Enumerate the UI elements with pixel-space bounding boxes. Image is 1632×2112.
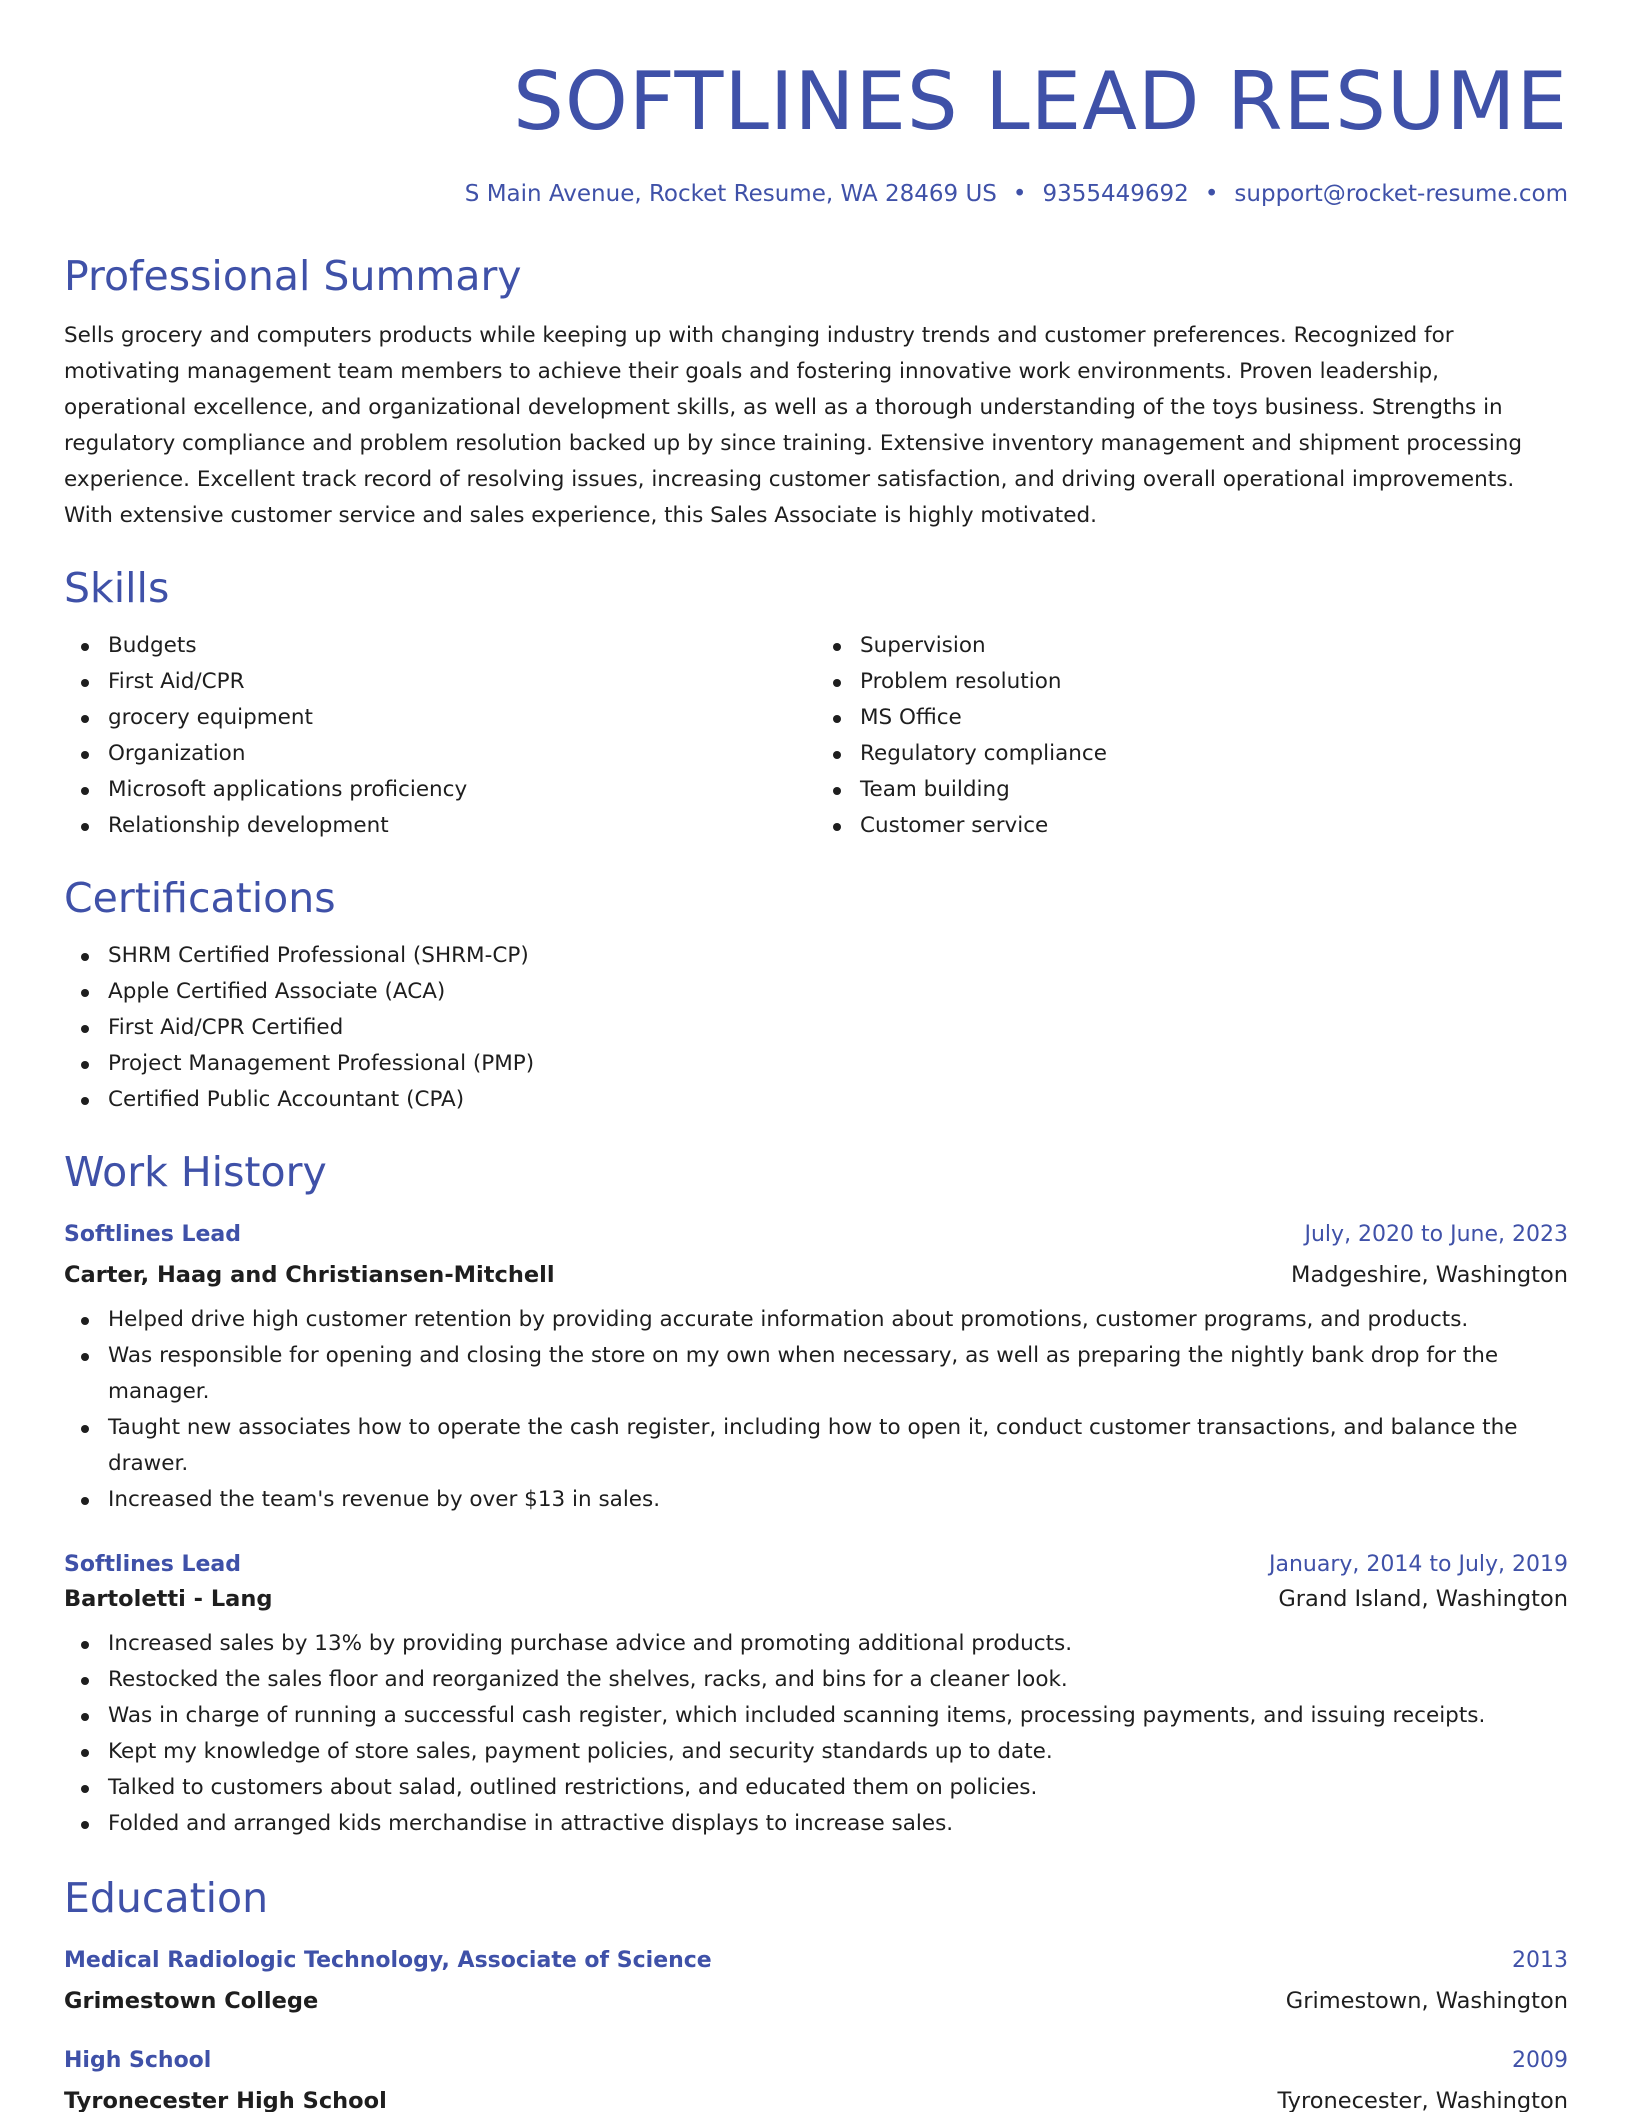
certification-item: Apple Certified Associate (ACA) — [64, 974, 1568, 1010]
skill-item: Customer service — [816, 808, 1568, 844]
skill-item: Organization — [64, 736, 816, 772]
certifications-heading: Certifications — [64, 874, 336, 922]
job-bullets — [64, 1626, 1568, 1842]
certification-item: Certified Public Accountant (CPA) — [64, 1082, 1568, 1118]
summary-text: Sells grocery and computers products while keeping up with changing industry trends and customer preferences. Recognized for motivating management team members to achieve their goals and fostering innovative work environments. Proven leadership, operational excellence, and organizational development skills, as well as a thorough understanding of the toys business. Strengths in regulatory compliance and problem resolution backed up by since training. Extensive inventory management and shipment processing experience. Excellent track record of resolving issues, increasing customer satisfaction, and driving overall operational improvements. With extensive customer service and sales experience, this Sales Associate is highly motivated. — [64, 323, 1523, 528]
skills-list-left — [64, 628, 816, 844]
job-header — [64, 1550, 1568, 1580]
work-history-heading: Work History — [64, 1148, 327, 1196]
skills-heading: Skills — [64, 564, 170, 612]
skill-item: Team building — [816, 772, 1568, 808]
job-company: Carter, Haag and Christiansen-Mitchell — [64, 1262, 555, 1288]
skill-item: Microsoft applications proficiency — [64, 772, 816, 808]
contact-address: S Main Avenue, Rocket Resume, WA 28469 US — [464, 181, 997, 207]
job-bullet: Taught new associates how to operate the cash register, including how to open it, conduct customer transactions, and balance the drawer. — [64, 1410, 1568, 1482]
education-entry — [64, 1946, 1568, 2016]
job-entry — [64, 1550, 1568, 1842]
job-location: Grand Island, Washington — [1278, 1586, 1568, 1612]
skill-item: MS Office — [816, 700, 1568, 736]
certification-item: SHRM Certified Professional (SHRM-CP) — [64, 938, 1568, 974]
job-title: Softlines Lead — [64, 1552, 241, 1577]
skill-item: Relationship development — [64, 808, 816, 844]
job-bullet: Was responsible for opening and closing the store on my own when necessary, as well as preparing the nightly bank drop for the manager. — [64, 1338, 1568, 1410]
education-year: 2013 — [1512, 1948, 1568, 1973]
job-bullet: Increased sales by 13% by providing purchase advice and promoting additional products. — [64, 1626, 1568, 1662]
job-title: Softlines Lead — [64, 1222, 241, 1247]
skill-item: grocery equipment — [64, 700, 816, 736]
job-subheader — [64, 1584, 1568, 1614]
education-school: Grimestown College — [64, 1988, 319, 2014]
job-bullets — [64, 1302, 1568, 1518]
job-location: Madgeshire, Washington — [1291, 1262, 1568, 1288]
education-school: Tyronecester High School — [64, 2088, 387, 2112]
education-degree: High School — [64, 2048, 212, 2073]
education-entry — [64, 2046, 1568, 2112]
job-entry — [64, 1220, 1568, 1518]
skill-item: Problem resolution — [816, 664, 1568, 700]
education-heading: Education — [64, 1874, 269, 1922]
certifications-list — [64, 938, 1568, 1118]
job-bullet: Talked to customers about salad, outlined restrictions, and educated them on policies. — [64, 1770, 1568, 1806]
job-header — [64, 1220, 1568, 1250]
skill-item: First Aid/CPR — [64, 664, 816, 700]
job-bullet: Was in charge of running a successful cash register, which included scanning items, processing payments, and issuing receipts. — [64, 1698, 1568, 1734]
skill-item: Budgets — [64, 628, 816, 664]
job-subheader — [64, 1260, 1568, 1290]
education-location: Tyronecester, Washington — [1277, 2088, 1568, 2112]
education-header — [64, 1946, 1568, 1976]
skill-item: Supervision — [816, 628, 1568, 664]
contact-separator: • — [1012, 181, 1027, 207]
skill-item: Regulatory compliance — [816, 736, 1568, 772]
skills-grid — [64, 628, 1568, 844]
education-subheader — [64, 1986, 1568, 2016]
education-header — [64, 2046, 1568, 2076]
job-bullet: Restocked the sales floor and reorganized the shelves, racks, and bins for a cleaner look. — [64, 1662, 1568, 1698]
contact-line — [64, 178, 1568, 210]
job-company: Bartoletti - Lang — [64, 1586, 273, 1612]
certification-item: First Aid/CPR Certified — [64, 1010, 1568, 1046]
job-bullet: Kept my knowledge of store sales, payment policies, and security standards up to date. — [64, 1734, 1568, 1770]
education-location: Grimestown, Washington — [1285, 1988, 1568, 2014]
summary-heading: Professional Summary — [64, 252, 522, 300]
contact-separator: • — [1204, 181, 1219, 207]
education-year: 2009 — [1512, 2048, 1568, 2073]
job-dates: July, 2020 to June, 2023 — [1304, 1222, 1568, 1247]
skills-list-right — [816, 628, 1568, 844]
education-degree: Medical Radiologic Technology, Associate of Science — [64, 1948, 712, 1973]
job-bullet: Helped drive high customer retention by providing accurate information about promotions, customer programs, and products. — [64, 1302, 1568, 1338]
education-subheader — [64, 2086, 1568, 2112]
contact-phone: 9355449692 — [1042, 181, 1189, 207]
job-dates: January, 2014 to July, 2019 — [1269, 1552, 1568, 1577]
job-bullet: Increased the team's revenue by over $13 in sales. — [64, 1482, 1568, 1518]
certification-item: Project Management Professional (PMP) — [64, 1046, 1568, 1082]
contact-email[interactable]: support@rocket-resume.com — [1234, 181, 1568, 207]
resume-title: SOFTLINES LEAD RESUME — [513, 55, 1568, 148]
job-bullet: Folded and arranged kids merchandise in attractive displays to increase sales. — [64, 1806, 1568, 1842]
